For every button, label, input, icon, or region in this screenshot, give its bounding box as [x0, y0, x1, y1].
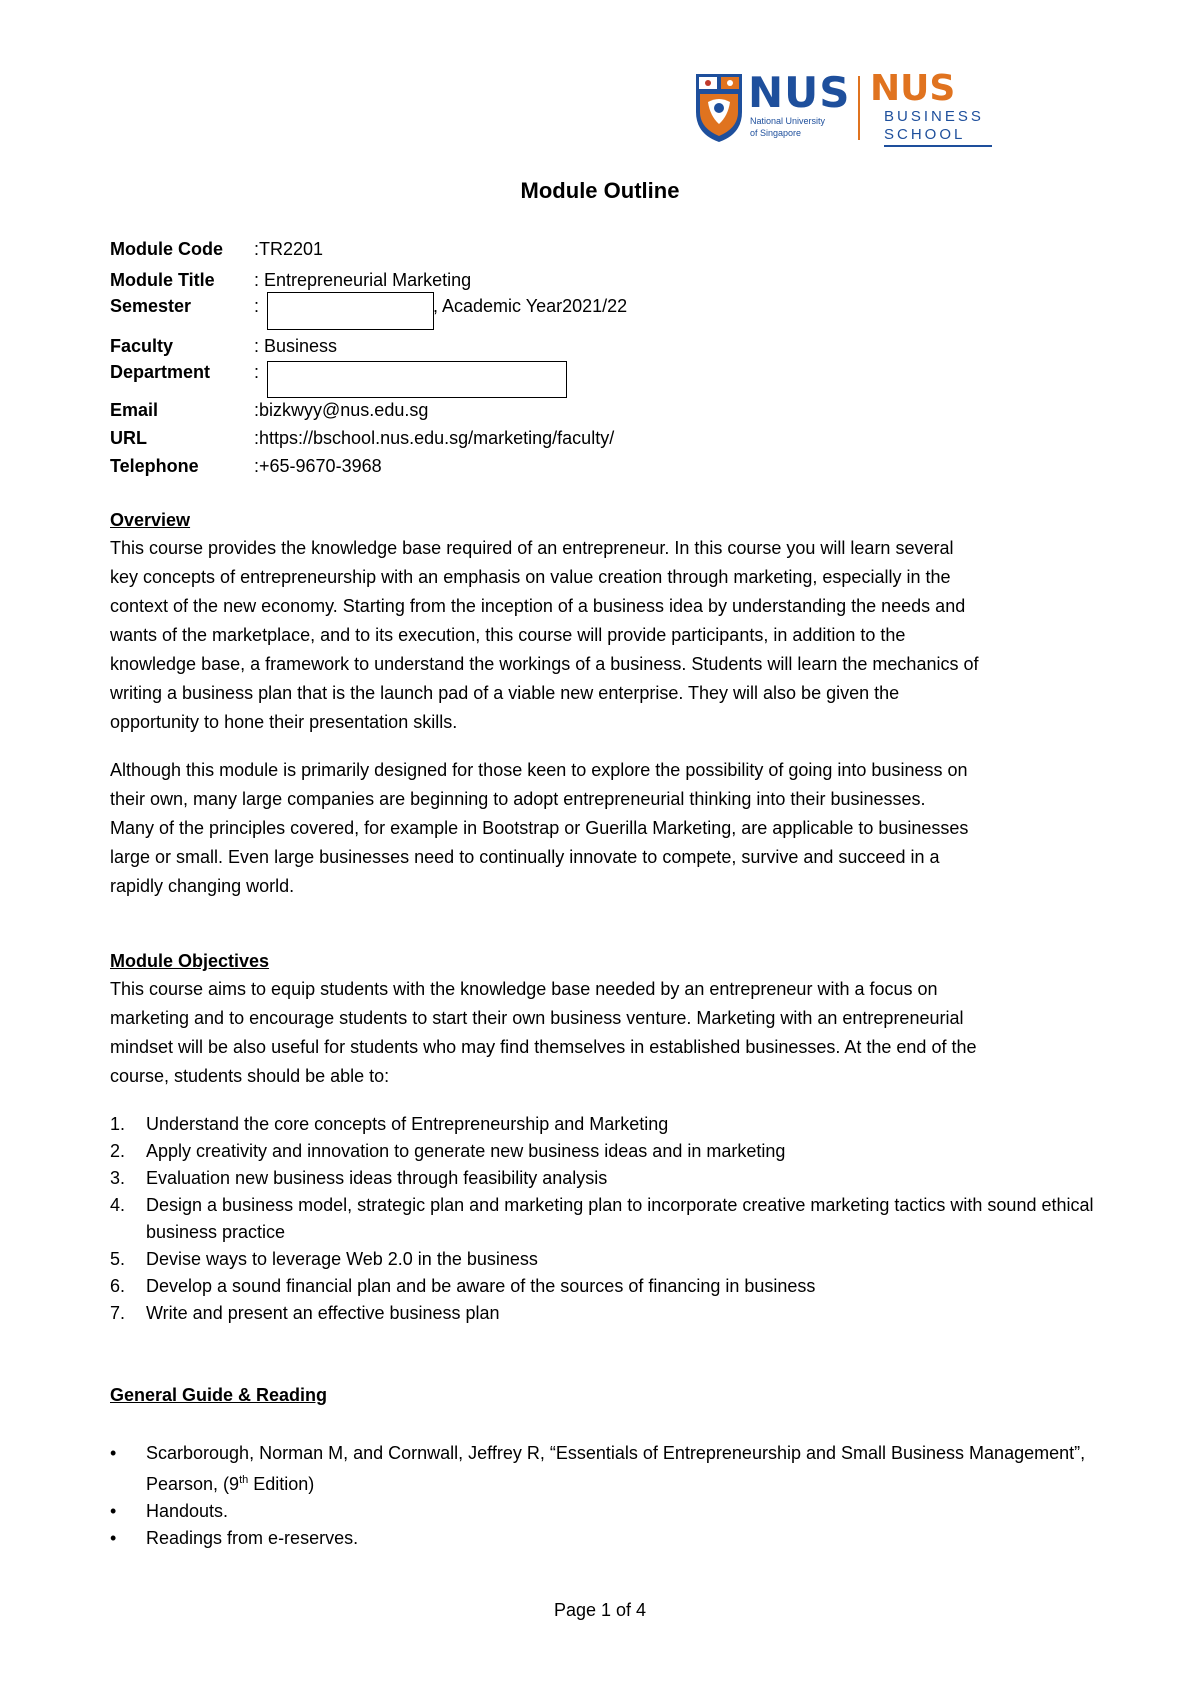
module-code-value: :TR2201	[254, 239, 324, 259]
logo-divider	[858, 76, 860, 140]
module-title-label: Module Title	[110, 270, 215, 290]
nus-crest-icon	[694, 72, 744, 144]
list-item	[110, 1165, 1110, 1192]
list-item-text: Understand the core concepts of Entrepreneurship and Marketing	[146, 1114, 669, 1134]
department-field[interactable]	[267, 361, 567, 398]
list-item	[110, 1111, 1110, 1138]
module-title-value: : Entrepreneurial Marketing	[254, 270, 472, 290]
paragraph-line: wants of the marketplace, and to its execution, this course will provide participants, in addition to the	[110, 625, 906, 645]
list-item	[110, 1273, 1110, 1300]
department-prefix: :	[254, 362, 260, 382]
business-school-line1: BUSINESS	[884, 108, 984, 125]
telephone-label: Telephone	[110, 456, 199, 476]
department-label: Department	[110, 362, 211, 382]
list-item-text: Develop a sound financial plan and be aware of the sources of financing in business	[146, 1276, 816, 1296]
paragraph-line: This course provides the knowledge base required of an entrepreneur. In this course you will learn several	[110, 538, 954, 558]
paragraph-line: large or small. Even large businesses need to continually innovate to compete, survive and succeed in a	[110, 847, 940, 867]
edition-superscript: th	[239, 1474, 249, 1486]
list-number: 2.	[110, 1141, 126, 1161]
bullet-icon: •	[110, 1528, 117, 1548]
nus-business-school-logo	[694, 68, 1004, 152]
faculty-value: : Business	[254, 336, 338, 356]
list-item	[110, 1498, 1110, 1525]
page-title: Module Outline	[520, 178, 680, 203]
semester-label: Semester	[110, 296, 192, 316]
list-number: 3.	[110, 1168, 126, 1188]
nus-subtitle-line1: National University	[750, 116, 826, 126]
module-code-label: Module Code	[110, 239, 223, 259]
objectives-intro	[110, 975, 1110, 1091]
bullet-icon: •	[110, 1443, 117, 1463]
url-label: URL	[110, 428, 147, 448]
business-school-nus-wordmark: NUS	[870, 68, 956, 109]
objectives-heading: Module Objectives	[110, 951, 270, 971]
list-item	[110, 1300, 1110, 1327]
paragraph-line: Although this module is primarily designed for those keen to explore the possibility of going into business on	[110, 760, 968, 780]
paragraph-line: writing a business plan that is the launch pad of a viable new enterprise. They will also be given the	[110, 683, 900, 703]
list-item	[110, 1440, 1110, 1498]
paragraph-line: Many of the principles covered, for example in Bootstrap or Guerilla Marketing, are applicable to businesses	[110, 818, 969, 838]
academic-year-value: , Academic Year2021/22	[433, 296, 628, 316]
paragraph-line: key concepts of entrepreneurship with an emphasis on value creation through marketing, especially in the	[110, 567, 951, 587]
reading-list	[110, 1440, 1110, 1552]
url-value: :https://bschool.nus.edu.sg/marketing/faculty/	[254, 428, 615, 448]
list-item-text: Evaluation new business ideas through feasibility analysis	[146, 1168, 608, 1188]
overview-paragraph-2	[110, 756, 1110, 901]
paragraph-line: marketing and to encourage students to start their own business venture. Marketing with an entrepreneurial	[110, 1008, 964, 1028]
paragraph-line: This course aims to equip students with the knowledge base needed by an entrepreneur with a focus on	[110, 979, 938, 999]
ereserves-text: Readings from e-reserves.	[146, 1528, 359, 1548]
list-number: 5.	[110, 1249, 126, 1269]
overview-paragraph-1	[110, 534, 1110, 737]
email-value: :bizkwyy@nus.edu.sg	[254, 400, 429, 420]
paragraph-line: course, students should be able to:	[110, 1066, 390, 1086]
list-item-text: Write and present an effective business plan	[146, 1303, 500, 1323]
list-item	[110, 1138, 1110, 1165]
list-item-text: Devise ways to leverage Web 2.0 in the business	[146, 1249, 538, 1269]
handouts-text: Handouts.	[146, 1501, 229, 1521]
list-item-text: Design a business model, strategic plan and marketing plan to incorporate creative marketing tactics with sound ethical business practice	[146, 1195, 1094, 1242]
list-item	[110, 1192, 1110, 1246]
list-number: 6.	[110, 1276, 126, 1296]
bullet-icon: •	[110, 1501, 117, 1521]
list-number: 1.	[110, 1114, 126, 1134]
semester-field[interactable]	[267, 292, 434, 330]
textbook-text: Scarborough, Norman M, and Cornwall, Jeffrey R, “Essentials of Entrepreneurship and Small Business Management”, Pearson, (9	[146, 1443, 1086, 1494]
paragraph-line: their own, many large companies are beginning to adopt entrepreneurial thinking into their businesses.	[110, 789, 926, 809]
list-item-text: Apply creativity and innovation to generate new business ideas and in marketing	[146, 1141, 786, 1161]
list-item	[110, 1525, 1110, 1552]
telephone-value: :+65-9670-3968	[254, 456, 382, 476]
textbook-reference	[146, 1440, 1110, 1498]
paragraph-line: opportunity to hone their presentation skills.	[110, 712, 458, 732]
email-label: Email	[110, 400, 159, 420]
list-number: 7.	[110, 1303, 126, 1323]
overview-heading: Overview	[110, 510, 191, 530]
semester-prefix: :	[254, 296, 260, 316]
paragraph-line: knowledge base, a framework to understand the workings of a business. Students will learn the mechanics of	[110, 654, 979, 674]
business-school-line2: SCHOOL	[884, 126, 966, 143]
objectives-list	[110, 1111, 1110, 1327]
nus-wordmark: NUS	[748, 68, 851, 117]
paragraph-line: mindset will be also useful for students who may find themselves in established businesses. At the end of the	[110, 1037, 977, 1057]
list-item	[110, 1246, 1110, 1273]
textbook-edition: Edition)	[248, 1474, 315, 1494]
page-number: Page 1 of 4	[553, 1600, 647, 1620]
business-school-underline	[884, 145, 992, 147]
faculty-label: Faculty	[110, 336, 174, 356]
reading-heading: General Guide & Reading	[110, 1385, 328, 1405]
paragraph-line: rapidly changing world.	[110, 876, 295, 896]
nus-subtitle-line2: of Singapore	[750, 128, 802, 138]
paragraph-line: context of the new economy. Starting from the inception of a business idea by understanding the needs and	[110, 596, 966, 616]
list-number: 4.	[110, 1195, 126, 1215]
